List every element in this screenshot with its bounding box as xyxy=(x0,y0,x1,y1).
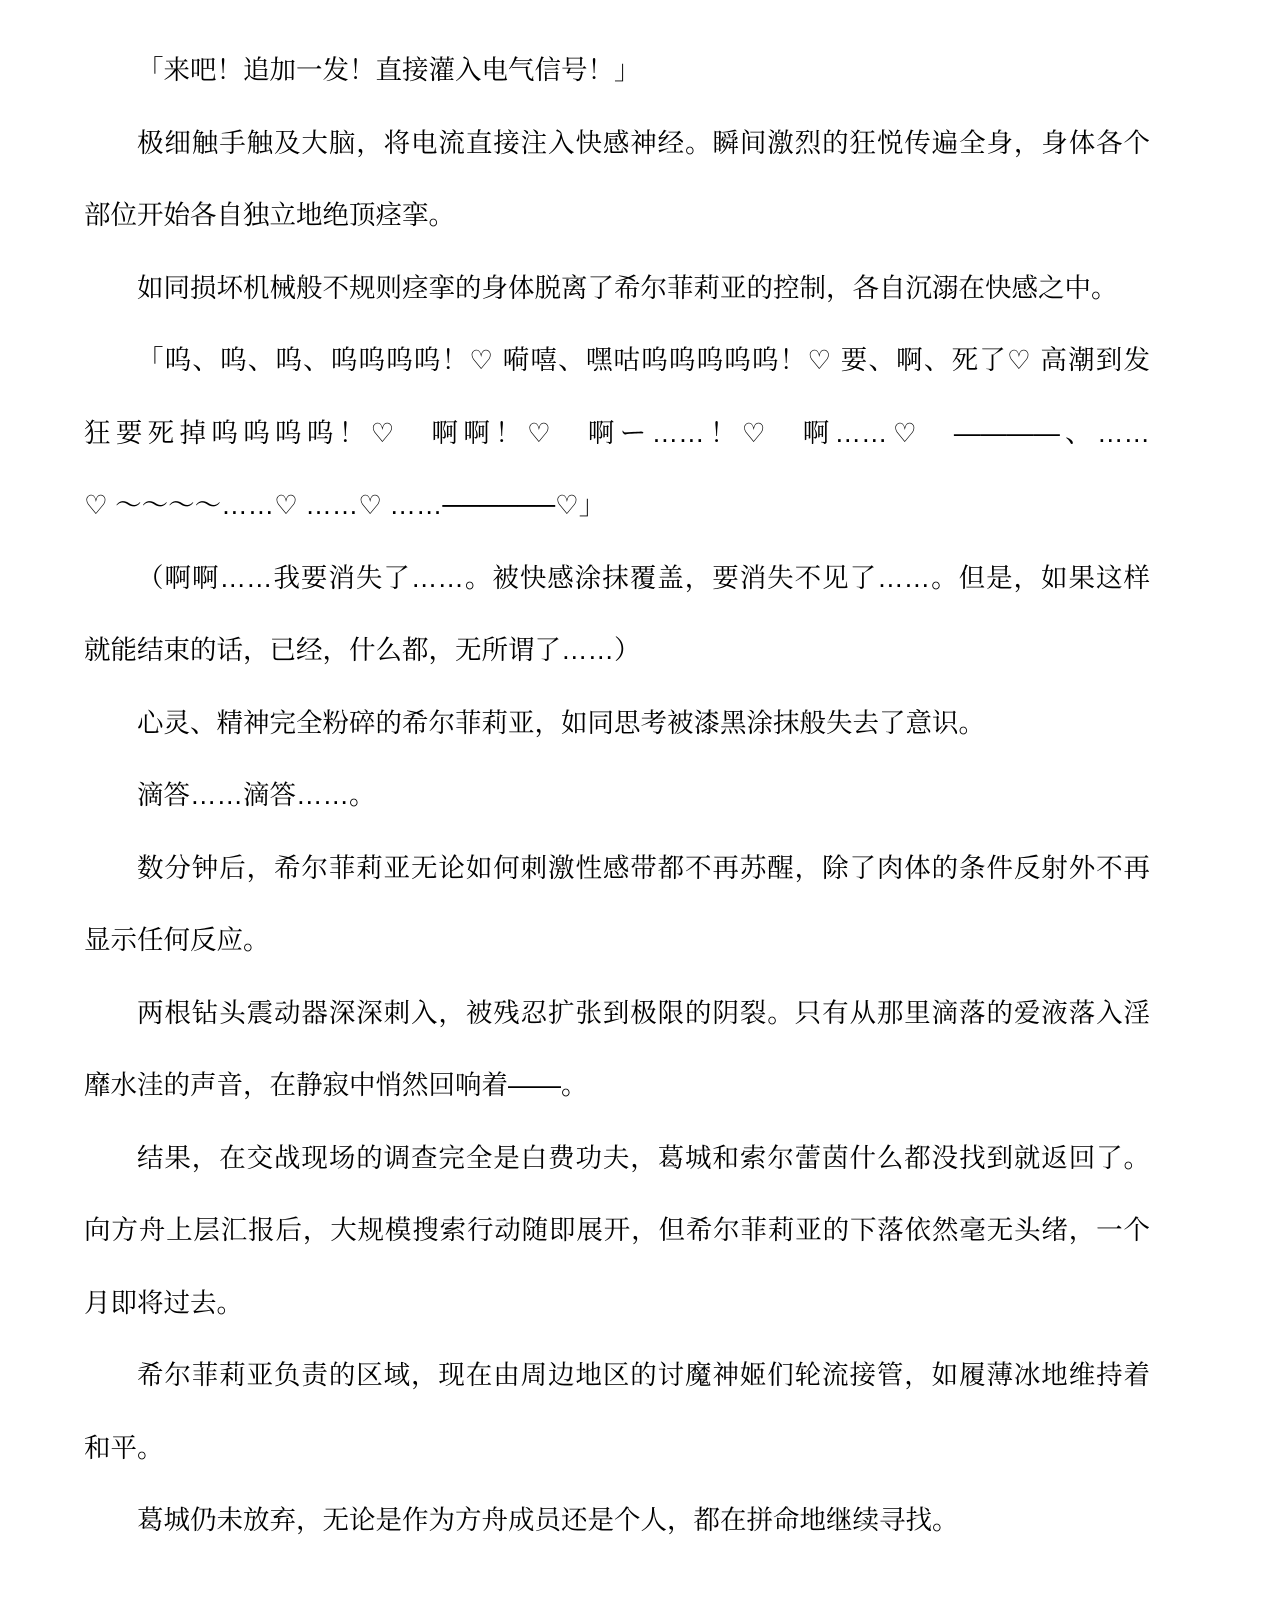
text-line: 月即将过去。 xyxy=(84,1287,243,1318)
text-line: 数分钟后，希尔菲莉亚无论如何刺激性感带都不再苏醒，除了肉体的条件反射外不再 xyxy=(137,852,1150,883)
text-line: （啊啊……我要消失了……。被快感涂抹覆盖，要消失不见了……。但是，如果这样 xyxy=(137,562,1150,593)
text-line: 结果，在交战现场的调查完全是白费功夫，葛城和索尔蕾茵什么都没找到就返回了。 xyxy=(137,1142,1150,1173)
text-line: 显示任何反应。 xyxy=(84,925,270,955)
text-line: ♡ ～～～～……♡ ……♡ ……──────♡」 xyxy=(84,490,606,520)
document-body xyxy=(84,34,1150,1557)
text-line: 靡水洼的声音，在静寂中悄然回响着——。 xyxy=(84,1070,588,1100)
text-line: 部位开始各自独立地绝顶痉挛。 xyxy=(84,200,455,230)
text-line: 和平。 xyxy=(84,1432,164,1463)
text-line: 滴答……滴答……。 xyxy=(137,780,376,810)
text-line: 葛城仍未放弃，无论是作为方舟成员还是个人，都在拼命地继续寻找。 xyxy=(137,1505,959,1535)
text-line: 两根钻头震动器深深刺入，被残忍扩张到极限的阴裂。只有从那里滴落的爱液落入淫 xyxy=(137,997,1150,1028)
text-line: 极细触手触及大脑，将电流直接注入快感神经。瞬间激烈的狂悦传遍全身，身体各个 xyxy=(137,127,1150,158)
document-page xyxy=(84,0,1150,1557)
text-line: 「呜、呜、呜、呜呜呜呜！♡ 嗬嘻、嘿咕呜呜呜呜呜！♡ 要、啊、死了♡ 高潮到发 xyxy=(137,345,1150,375)
text-line: 就能结束的话，已经，什么都，无所谓了……） xyxy=(84,635,641,665)
text-line: 向方舟上层汇报后，大规模搜索行动随即展开，但希尔菲莉亚的下落依然毫无头绪，一个 xyxy=(84,1215,1150,1245)
text-line: 「来吧！追加一发！直接灌入电气信号！」 xyxy=(137,55,641,85)
text-line: 如同损坏机械般不规则痉挛的身体脱离了希尔菲莉亚的控制，各自沉溺在快感之中。 xyxy=(137,272,1118,303)
text-line: 心灵、精神完全粉碎的希尔菲莉亚，如同思考被漆黑涂抹般失去了意识。 xyxy=(137,707,985,738)
text-line: 狂要死掉呜呜呜呜！♡ 啊啊！♡ 啊ー……！♡ 啊……♡ ――――、…… xyxy=(84,417,1150,448)
text-line: 希尔菲莉亚负责的区域，现在由周边地区的讨魔神姬们轮流接管，如履薄冰地维持着 xyxy=(137,1360,1150,1390)
